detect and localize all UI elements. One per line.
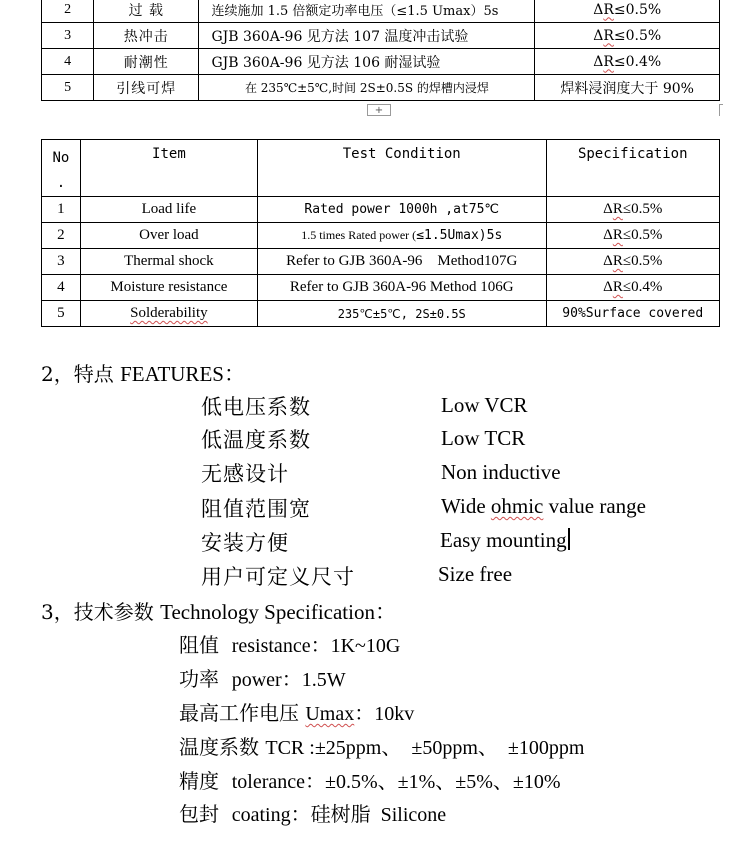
table-row — [42, 249, 720, 275]
feature-cn: 安装方便 — [201, 531, 289, 555]
row-item: Solderability — [80, 301, 257, 327]
table-header-row — [42, 140, 720, 197]
row-no: 2 — [42, 0, 94, 23]
row-item: 热冲击 — [94, 23, 199, 49]
row-item: Load life — [80, 197, 257, 223]
feature-en: Low VCR — [441, 393, 528, 417]
feature-cn: 用户可定义尺寸 — [201, 565, 355, 589]
row-spec: ΔR≤0.5% — [535, 0, 720, 23]
row-no: 5 — [42, 75, 94, 101]
header-item: Item — [80, 140, 257, 197]
feature-cn: 阻值范围宽 — [201, 497, 311, 521]
feature-cn: 低温度系数 — [201, 428, 311, 452]
feature-en: Easy mounting — [440, 528, 570, 553]
row-spec: ΔR≤0.4% — [546, 275, 720, 301]
table-row — [42, 301, 720, 327]
row-spec: ΔR≤0.5% — [546, 197, 720, 223]
row-condition: 在 235℃±5℃,时间 2S±0.5S 的焊槽内浸焊 — [199, 75, 535, 101]
row-item: 耐潮性 — [94, 49, 199, 75]
feature-en: Non inductive — [441, 460, 561, 484]
spec-resistance: 阻值 resistance：1K~10G — [179, 633, 401, 657]
test-table-chinese — [41, 0, 720, 101]
row-spec: 90%Surface covered — [546, 301, 720, 327]
specs-heading: 3，技术参数 Technology Specification： — [41, 600, 396, 624]
table-edge-marker — [719, 104, 723, 116]
table-row — [42, 223, 720, 249]
test-table-english — [41, 139, 720, 327]
header-spec: Specification — [546, 140, 720, 197]
row-no: 3 — [42, 249, 81, 275]
row-condition: Refer to GJB 360A-96 Method107G — [257, 249, 546, 275]
row-no: 1 — [42, 197, 81, 223]
row-spec: ΔR≤0.5% — [535, 23, 720, 49]
row-no: 2 — [42, 223, 81, 249]
table-row — [42, 0, 720, 23]
row-item: 过 载 — [94, 0, 199, 23]
table-row — [42, 75, 720, 101]
text-cursor — [568, 528, 570, 550]
spec-coating: 包封 coating：硅树脂 Silicone — [179, 802, 447, 826]
spec-umax: 最高工作电压 Umax：10kv — [179, 701, 415, 725]
features-heading: 2，特点 FEATURES： — [41, 362, 245, 386]
row-item: Moisture resistance — [80, 275, 257, 301]
table-row — [42, 197, 720, 223]
spec-tolerance: 精度 tolerance：±0.5%、±1%、±5%、±10% — [179, 769, 561, 793]
row-condition: GJB 360A-96 见方法 106 耐湿试验 — [199, 49, 535, 75]
table-row — [42, 49, 720, 75]
row-no: 3 — [42, 23, 94, 49]
table-row — [42, 23, 720, 49]
feature-en: Low TCR — [441, 426, 526, 450]
row-spec: ΔR≤0.5% — [546, 249, 720, 275]
table-row — [42, 275, 720, 301]
feature-en: Wide ohmic value range — [441, 494, 647, 518]
row-spec: ΔR≤0.4% — [535, 49, 720, 75]
feature-cn: 无感设计 — [201, 462, 289, 486]
row-spec: 焊料浸润度大于 90% — [535, 75, 720, 101]
feature-cn: 低电压系数 — [201, 395, 311, 419]
header-no: No . — [42, 140, 81, 197]
row-no: 5 — [42, 301, 81, 327]
add-table-row-button[interactable]: + — [367, 104, 391, 116]
row-no: 4 — [42, 275, 81, 301]
row-condition: Rated power 1000h ,at75℃ — [257, 197, 546, 223]
row-item: Thermal shock — [80, 249, 257, 275]
spec-power: 功率 power：1.5W — [179, 667, 346, 691]
row-condition: Refer to GJB 360A-96 Method 106G — [257, 275, 546, 301]
row-no: 4 — [42, 49, 94, 75]
row-item: Over load — [80, 223, 257, 249]
spec-tcr: 温度系数 TCR :±25ppm、 ±50ppm、 ±100ppm — [179, 735, 585, 759]
row-condition: 235℃±5℃, 2S±0.5S — [257, 301, 546, 327]
row-condition: 连续施加 1.5 倍额定功率电压（≤1.5 Umax）5s — [199, 0, 535, 23]
row-spec: ΔR≤0.5% — [546, 223, 720, 249]
header-condition: Test Condition — [257, 140, 546, 197]
row-condition: 1.5 times Rated power (≤1.5Umax)5s — [257, 223, 546, 249]
row-item: 引线可焊 — [94, 75, 199, 101]
feature-en: Size free — [438, 562, 513, 586]
row-condition: GJB 360A-96 见方法 107 温度冲击试验 — [199, 23, 535, 49]
